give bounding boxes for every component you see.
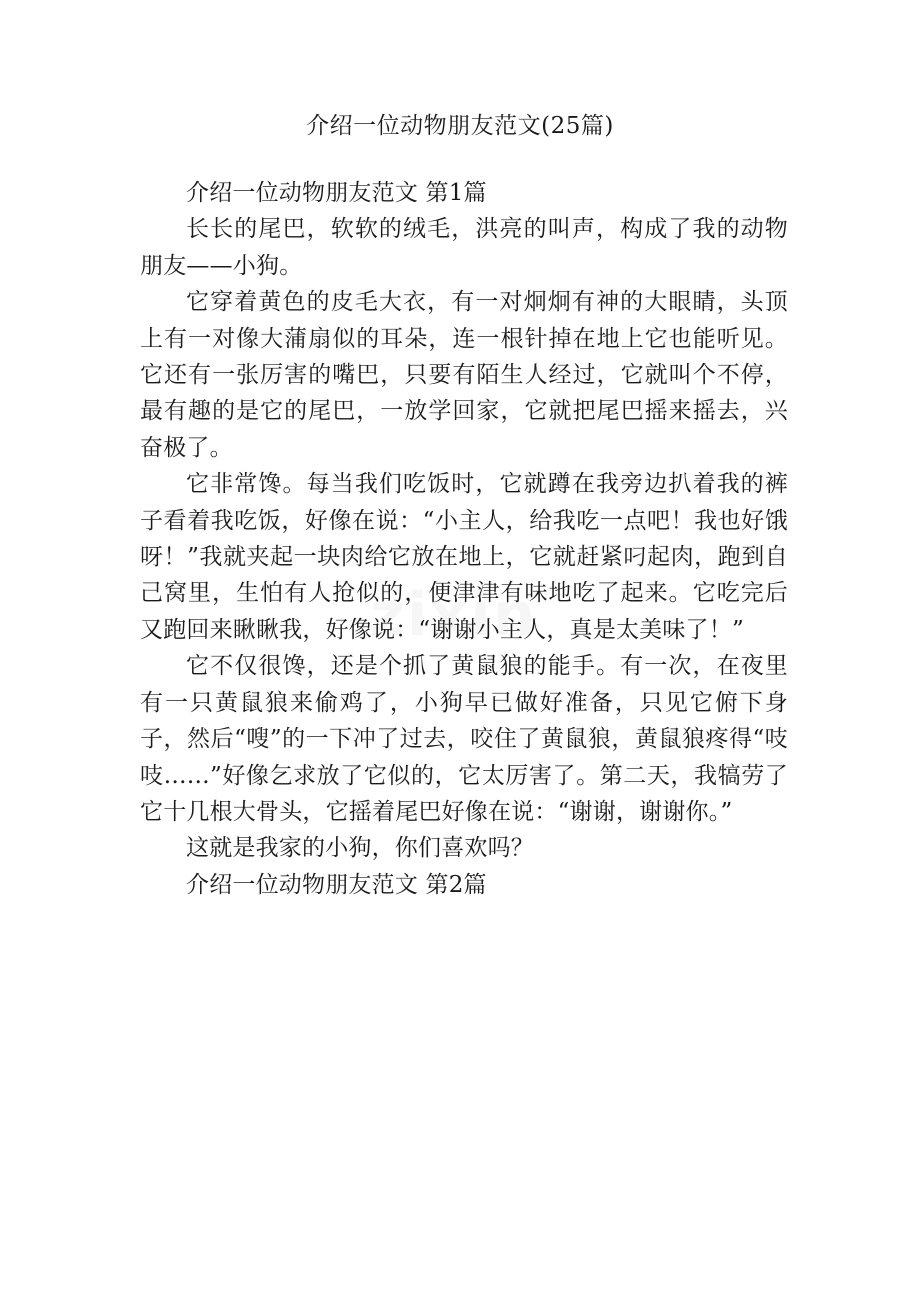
section-heading: 介绍一位动物朋友范文 第2篇 [186,871,487,898]
paragraph: 这就是我家的小狗，你们喜欢吗？ [186,835,534,862]
paragraph: 它不仅很馋，还是个抓了黄鼠狼的能手。有一次，在夜里有一只黄鼠狼来偷鸡了，小狗早已做好准备，只见它俯下身子，然后“嗖”的一下冲了过去，咬住了黄鼠狼，黄鼠狼疼得“吱吱……”好像乞求放了它似的，它太厉害了。第二天，我犒劳了它十几根大骨头，它摇着尾巴好像在说：“谢谢，谢谢你。” [140,653,788,825]
section-heading: 介绍一位动物朋友范文 第1篇 [186,180,487,206]
document-body [140,175,788,903]
paragraph: 长长的尾巴，软软的绒毛，洪亮的叫声，构成了我的动物朋友——小狗。 [140,216,788,279]
paragraph: 它非常馋。每当我们吃饭时，它就蹲在我旁边扒着我的裤子看着我吃饭，好像在说：“小主人，给我吃一点吧！我也好饿呀！”我就夹起一块肉给它放在地上，它就赶紧叼起肉，跑到自己窝里，生怕有人抢似的，便津津有味地吃了起来。它吃完后又跑回来瞅瞅我，好像说：“谢谢小主人，真是太美味了！” [140,471,788,643]
paragraph: 它穿着黄色的皮毛大衣，有一对炯炯有神的大眼睛，头顶上有一对像大蒲扇似的耳朵，连一根针掉在地上它也能听见。它还有一张厉害的嘴巴，只要有陌生人经过，它就叫个不停，最有趣的是它的尾巴，一放学回家，它就把尾巴摇来摇去，兴奋极了。 [140,289,788,461]
document-title: 介绍一位动物朋友范文(25篇) [306,113,614,139]
